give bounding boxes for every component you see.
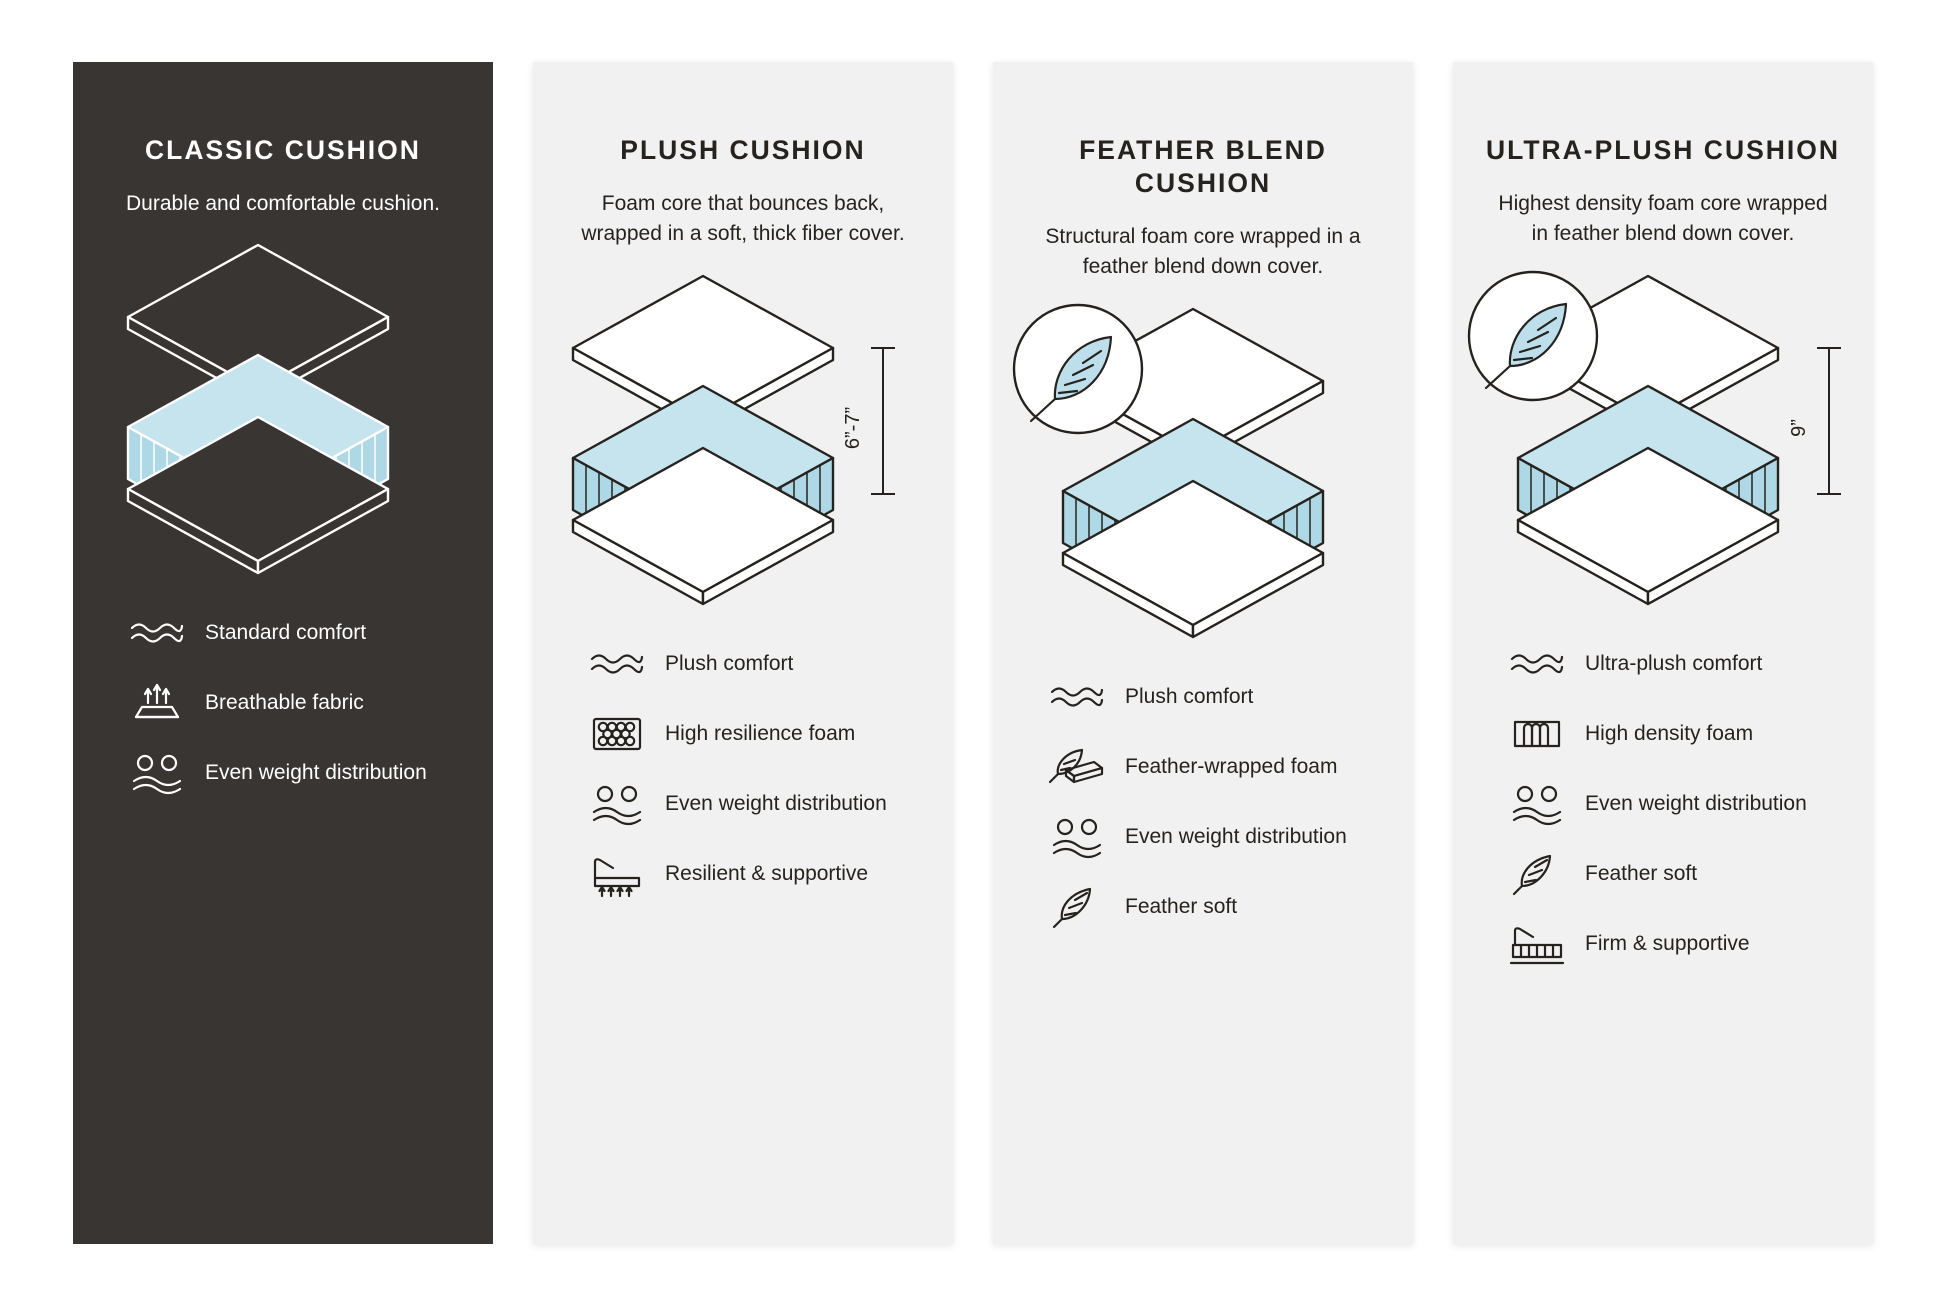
wave-lines-icon xyxy=(1045,671,1109,723)
feature-item xyxy=(533,629,953,699)
honeycomb-foam-icon xyxy=(585,708,649,760)
card-ultra-plush-cushion xyxy=(1453,62,1873,1244)
feature-item xyxy=(1453,769,1873,839)
dimension-label: 6”-7” xyxy=(842,406,864,449)
card-description: Highest density foam core wrapped in feather blend down cover. xyxy=(1498,191,1828,246)
feature-label: Even weight distribution xyxy=(665,791,887,815)
card-description: Durable and comfortable cushion. xyxy=(125,191,440,215)
exploded-cushion-graphic xyxy=(1463,266,1863,611)
feature-list xyxy=(73,580,493,808)
cushion-layers-illustration xyxy=(533,266,953,611)
even-weight-distribution-icon xyxy=(125,747,189,799)
feature-item xyxy=(993,802,1413,872)
breathable-fabric-icon xyxy=(125,677,189,729)
feature-label: Feather-wrapped foam xyxy=(1125,754,1338,778)
exploded-cushion-graphic xyxy=(1003,299,1403,644)
card-title: ULTRA-PLUSH CUSHION xyxy=(1485,135,1841,165)
feather-icon xyxy=(1045,881,1109,933)
even-weight-distribution-icon xyxy=(585,778,649,830)
feature-item xyxy=(1453,839,1873,909)
feature-label: Feather soft xyxy=(1125,894,1238,918)
high-density-foam-icon xyxy=(1505,708,1569,760)
wave-lines-icon xyxy=(1505,638,1569,690)
feature-item xyxy=(993,662,1413,732)
cushion-layers-illustration xyxy=(1453,266,1873,611)
feature-item xyxy=(73,598,493,668)
card-title: FEATHER BLEND CUSHION xyxy=(1079,135,1327,198)
cushion-layers-illustration xyxy=(993,299,1413,644)
card-description: Structural foam core wrapped in a feather blend down cover. xyxy=(1045,224,1361,279)
feature-item xyxy=(73,668,493,738)
feature-label: High density foam xyxy=(1585,721,1754,745)
feature-item xyxy=(533,839,953,909)
feature-label: Feather soft xyxy=(1585,861,1698,885)
feature-item xyxy=(533,699,953,769)
feature-label: Even weight distribution xyxy=(1585,791,1807,815)
feather-badge-icon xyxy=(1469,272,1597,400)
feather-wrapped-foam-icon xyxy=(1045,741,1109,793)
feature-label: Resilient & supportive xyxy=(665,861,869,885)
feature-list xyxy=(533,611,953,909)
card-title: CLASSIC CUSHION xyxy=(145,135,421,165)
supportive-seat-icon xyxy=(585,848,649,900)
feature-label: Plush comfort xyxy=(1125,684,1254,708)
feature-label: Ultra-plush comfort xyxy=(1585,651,1763,675)
feature-item xyxy=(1453,629,1873,699)
feather-icon xyxy=(1505,848,1569,900)
feature-item xyxy=(993,732,1413,802)
feature-item xyxy=(73,738,493,808)
even-weight-distribution-icon xyxy=(1045,811,1109,863)
wave-lines-icon xyxy=(585,638,649,690)
exploded-cushion-graphic xyxy=(93,235,473,580)
cushion-layers-illustration xyxy=(73,235,493,580)
card-feather-blend-cushion xyxy=(993,62,1413,1244)
wave-lines-icon xyxy=(125,607,189,659)
feature-item xyxy=(1453,909,1873,979)
card-title: PLUSH CUSHION xyxy=(620,135,866,165)
feature-item xyxy=(533,769,953,839)
card-description: Foam core that bounces back, wrapped in a soft, thick fiber cover. xyxy=(581,191,905,246)
dimension-label: 9” xyxy=(1788,418,1810,437)
firm-supportive-icon xyxy=(1505,918,1569,970)
card-plush-cushion xyxy=(533,62,953,1244)
feather-badge-icon xyxy=(1014,305,1142,433)
feature-label: Even weight distribution xyxy=(1125,824,1347,848)
feature-list xyxy=(993,644,1413,942)
feature-label: Plush comfort xyxy=(665,651,794,675)
feature-label: Standard comfort xyxy=(205,621,367,645)
feature-item xyxy=(1453,699,1873,769)
feature-item xyxy=(993,872,1413,942)
feature-label: Firm & supportive xyxy=(1585,931,1750,955)
dimension-marker xyxy=(1788,348,1841,494)
feature-label: Even weight distribution xyxy=(205,761,427,785)
card-classic-cushion xyxy=(73,62,493,1244)
dimension-marker xyxy=(842,348,895,494)
exploded-cushion-graphic xyxy=(543,266,943,611)
feature-label: Breathable fabric xyxy=(205,691,364,715)
even-weight-distribution-icon xyxy=(1505,778,1569,830)
feature-list xyxy=(1453,611,1873,979)
feature-label: High resilience foam xyxy=(665,721,856,745)
